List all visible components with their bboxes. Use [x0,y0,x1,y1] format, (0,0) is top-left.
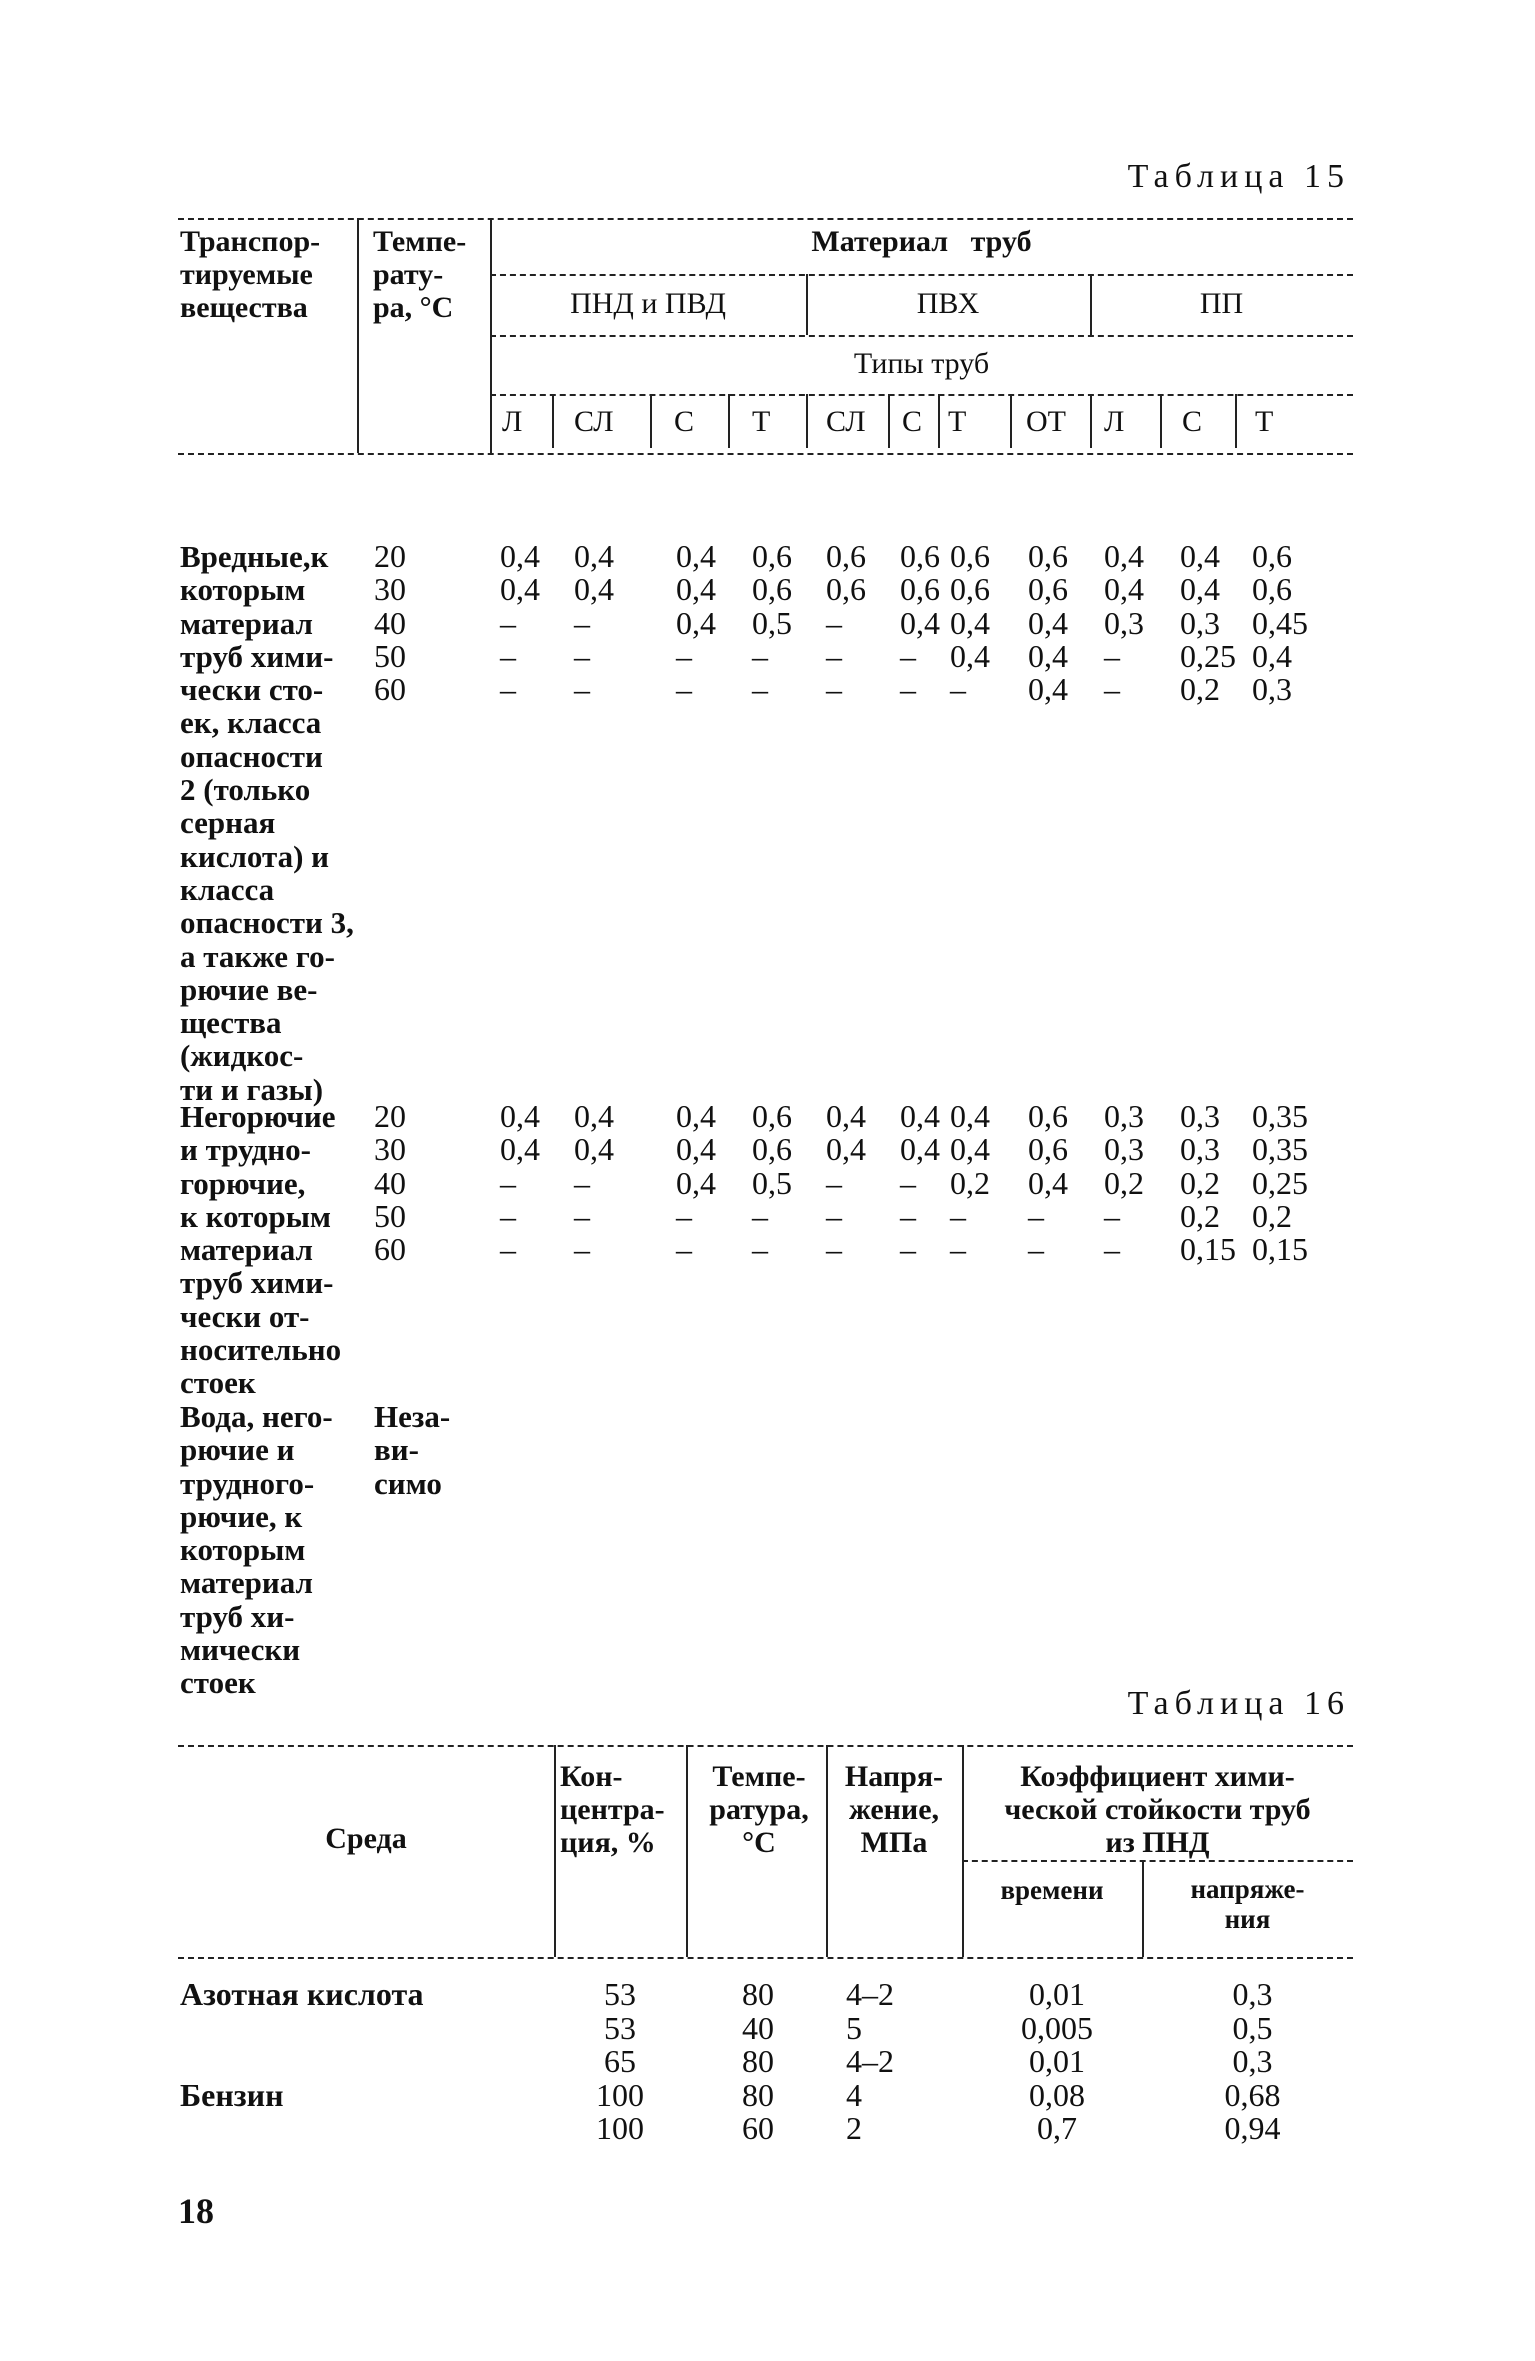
temp-cell: 40 [742,2009,774,2046]
value-cell: – [574,1231,590,1268]
value-cell: 0,2 [1180,1164,1220,1201]
temperature-cell: 20 [374,1098,406,1134]
value-cell: 0,4 [900,1131,940,1168]
value-cell: 0,6 [900,538,940,574]
value-cell: – [500,637,516,674]
value-cell: 0,4 [574,1131,614,1168]
stress-coefficient-header: напряже- ния [1190,1874,1305,1934]
value-cell: 0,4 [574,571,614,608]
value-cell: – [500,604,516,641]
type-l: Л [502,405,523,438]
medium-cell: Бензин [180,2076,284,2113]
value-cell: 0,4 [574,1098,614,1134]
substance-header: Транспор- тируемые вещества [180,225,321,324]
header-bottom-rule [178,1957,1353,1959]
value-cell: 0,25 [1180,637,1236,674]
value-cell: 0,15 [1180,1231,1236,1268]
value-cell: – [500,1231,516,1268]
value-cell: 0,6 [900,571,940,608]
value-cell: – [1104,637,1120,674]
value-cell: – [950,1197,966,1234]
temp-cell: 60 [742,2110,774,2146]
value-cell: 0,4 [950,1098,990,1134]
table-16-caption: Таблица 16 [1127,1685,1350,1722]
value-cell: 0,4 [950,604,990,641]
col-divider [686,1745,688,1957]
table-15-caption: Таблица 15 [1127,158,1350,195]
value-cell: 0,6 [950,538,990,574]
stress2-cell: 0,5 [1232,2009,1273,2046]
value-cell: 0,6 [826,538,866,574]
header-bottom-rule [178,453,1353,455]
type-l: Л [1104,405,1125,438]
value-cell: – [950,1231,966,1268]
temperature-header: Темпе- ратура, °С [709,1760,809,1859]
value-cell: 0,4 [500,1098,540,1134]
pnd-pvd-header: ПНД и ПВД [570,287,726,320]
value-cell: – [752,1197,768,1234]
value-cell: 0,4 [900,604,940,641]
value-cell: 0,4 [826,1131,866,1168]
value-cell: – [900,1231,916,1268]
value-cell: 0,4 [676,571,716,608]
col-divider [357,218,359,453]
value-cell: 0,4 [676,604,716,641]
subgroup-rule [490,335,1353,337]
value-cell: 0,6 [1252,538,1292,574]
value-cell: 0,15 [1252,1231,1308,1268]
time-cell: 0,005 [1021,2009,1093,2046]
value-cell: 0,4 [500,1131,540,1168]
value-cell: 0,6 [752,571,792,608]
conc-cell: 53 [604,2009,636,2046]
value-cell: 0,4 [900,1098,940,1134]
temperature-cell: 40 [374,604,406,641]
value-cell: – [950,671,966,708]
value-cell: – [676,637,692,674]
value-cell: – [574,1197,590,1234]
stress-cell: 2 [846,2110,862,2146]
stress2-cell: 0,94 [1224,2110,1281,2146]
value-cell: 0,3 [1180,604,1220,641]
stress-cell: 4–2 [846,2043,894,2079]
conc-cell: 100 [596,2076,644,2113]
value-cell: 0,4 [500,538,540,574]
types-rule [490,394,1353,396]
time-cell: 0,08 [1029,2076,1085,2113]
col-divider [554,1745,556,1957]
col-divider [1235,394,1237,448]
temp-cell: 80 [742,1976,774,2012]
type-ot: ОТ [1026,405,1066,438]
value-cell: 0,5 [752,1164,792,1201]
value-cell: – [752,1231,768,1268]
conc-cell: 53 [604,1976,636,2012]
col-divider [1160,394,1162,448]
value-cell: 0,6 [826,571,866,608]
value-cell: 0,3 [1180,1131,1220,1168]
type-sl: СЛ [574,405,614,438]
value-cell: – [574,671,590,708]
time-header: времени [1000,1875,1104,1905]
temperature-header: Темпе- рату- ра, °С [373,225,467,324]
value-cell: 0,4 [676,538,716,574]
temperature-cell: 60 [374,671,406,708]
temperature-cell: 30 [374,1131,406,1168]
value-cell: 0,5 [752,604,792,641]
value-cell: 0,4 [676,1131,716,1168]
value-cell: 0,4 [574,538,614,574]
value-cell: 0,3 [1252,671,1292,708]
value-cell: 0,6 [1028,538,1068,574]
value-cell: 0,2 [1180,1197,1220,1234]
conc-cell: 65 [604,2043,636,2079]
page-number: 18 [178,2191,214,2231]
value-cell: 0,4 [1028,1164,1068,1201]
value-cell: – [900,1164,916,1201]
concentration-header: Кон- центра- ция, % [560,1760,665,1859]
value-cell: – [1104,1197,1120,1234]
value-cell: 0,6 [752,1098,792,1134]
stress-cell: 4–2 [846,1976,894,2012]
value-cell: – [1028,1197,1044,1234]
value-cell: – [676,1231,692,1268]
value-cell: 0,3 [1104,1131,1144,1168]
value-cell: – [900,671,916,708]
type-t: Т [948,405,967,438]
group-1-name: Вредные,к которым материал труб хими- чески сто- ек, класса опасности 2 (только серная кислота) и класса опасности 3, а также го- рючие ве- щества (жидкос- ти и газы) [180,539,354,1107]
stress-header: Напря- жение, МПа [844,1760,944,1859]
value-cell: – [1104,671,1120,708]
stress2-cell: 0,3 [1232,1976,1273,2012]
value-cell: 0,2 [1252,1197,1292,1234]
value-cell: 0,4 [1028,604,1068,641]
group-3-temperature: Неза- ви- симо [374,1399,451,1501]
value-cell: – [574,1164,590,1201]
value-cell: 0,3 [1180,1098,1220,1134]
value-cell: 0,6 [752,1131,792,1168]
value-cell: – [826,1164,842,1201]
value-cell: 0,6 [1028,1131,1068,1168]
temperature-cell: 20 [374,538,406,574]
group-2-name: Негорючие и трудно- горючие, к которым материал труб хими- чески от- носительно стоек [180,1099,342,1401]
col-divider [1090,394,1092,448]
medium-header: Среда [325,1822,407,1855]
value-cell: – [826,637,842,674]
value-cell: 0,35 [1252,1131,1308,1168]
value-cell: – [1104,1231,1120,1268]
value-cell: – [574,604,590,641]
value-cell: – [1028,1231,1044,1268]
header-top-rule [178,218,1353,220]
time-cell: 0,01 [1029,1976,1085,2012]
time-cell: 0,01 [1029,2043,1085,2079]
type-s: С [674,405,695,438]
value-cell: 0,6 [1028,1098,1068,1134]
value-cell: – [676,671,692,708]
value-cell: – [500,1197,516,1234]
temp-cell: 80 [742,2076,774,2113]
value-cell: 0,25 [1252,1164,1308,1201]
value-cell: 0,2 [1104,1164,1144,1201]
type-s: С [1182,405,1203,438]
value-cell: – [500,671,516,708]
value-cell: – [826,671,842,708]
temperature-cell: 60 [374,1231,406,1268]
time-cell: 0,7 [1037,2110,1077,2146]
value-cell: – [752,671,768,708]
col-divider [1010,394,1012,448]
col-divider [806,394,808,448]
coefficient-header: Коэффициент хими- ческой стойкости труб из ПНД [1004,1760,1311,1859]
value-cell: 0,4 [1252,637,1292,674]
types-header: Типы труб [853,347,990,380]
value-cell: 0,2 [950,1164,990,1201]
temperature-cell: 30 [374,571,406,608]
value-cell: 0,6 [950,571,990,608]
value-cell: – [574,637,590,674]
conc-cell: 100 [596,2110,644,2146]
header-top-rule [178,1745,1353,1747]
type-sl: СЛ [826,405,866,438]
value-cell: 0,6 [752,538,792,574]
pvh-header: ПВХ [916,287,980,320]
type-s: С [902,405,923,438]
pp-header: ПП [1199,287,1244,320]
stress2-cell: 0,3 [1232,2043,1273,2079]
temp-cell: 80 [742,2043,774,2079]
value-cell: 0,2 [1180,671,1220,708]
value-cell: 0,4 [826,1098,866,1134]
value-cell: 0,4 [1028,671,1068,708]
medium-cell: Азотная кислота [180,1976,424,2012]
value-cell: – [676,1197,692,1234]
value-cell: 0,4 [1180,571,1220,608]
value-cell: – [500,1164,516,1201]
col-divider [938,394,940,448]
stress-cell: 5 [846,2009,862,2046]
value-cell: – [752,637,768,674]
value-cell: 0,3 [1104,604,1144,641]
value-cell: 0,4 [500,571,540,608]
value-cell: 0,45 [1252,604,1308,641]
type-t: Т [752,405,771,438]
value-cell: – [900,1197,916,1234]
value-cell: 0,3 [1104,1098,1144,1134]
value-cell: 0,4 [676,1098,716,1134]
value-cell: – [900,637,916,674]
value-cell: 0,4 [950,1131,990,1168]
col-divider [552,394,554,448]
col-divider [728,394,730,448]
value-cell: 0,4 [1028,637,1068,674]
material-header: Материал труб [811,225,1032,258]
value-cell: – [826,604,842,641]
stress2-cell: 0,68 [1224,2076,1281,2113]
value-cell: – [826,1231,842,1268]
temperature-cell: 40 [374,1164,406,1201]
coef-rule [962,1860,1353,1862]
value-cell: 0,4 [950,637,990,674]
stress-cell: 4 [846,2076,862,2113]
value-cell: 0,4 [1104,538,1144,574]
type-t: Т [1255,405,1274,438]
col-divider [650,394,652,448]
temperature-cell: 50 [374,1197,406,1234]
value-cell: 0,6 [1028,571,1068,608]
value-cell: 0,6 [1252,571,1292,608]
col-divider [888,394,890,448]
group-3-name: Вода, него- рючие и трудного- рючие, к которым материал труб хи- мически стоек [180,1399,333,1701]
temperature-cell: 50 [374,637,406,674]
value-cell: 0,4 [1104,571,1144,608]
value-cell: – [826,1197,842,1234]
value-cell: 0,4 [1180,538,1220,574]
value-cell: 0,35 [1252,1098,1308,1134]
material-rule [490,274,1353,276]
value-cell: 0,4 [676,1164,716,1201]
